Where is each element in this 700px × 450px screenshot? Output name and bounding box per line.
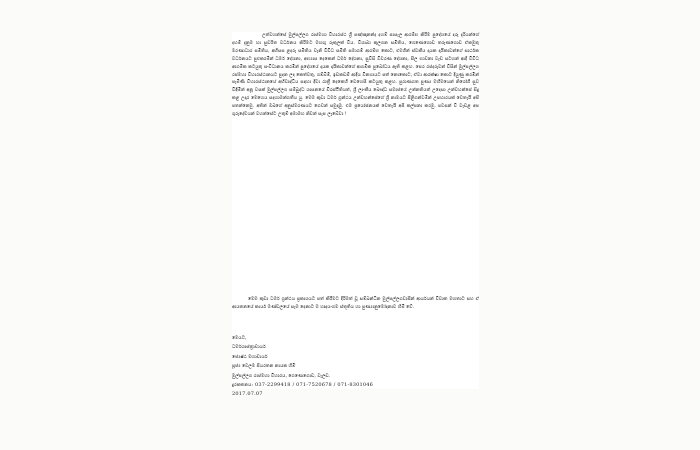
- phone-line: [232, 381, 479, 390]
- phone-label: දුරකතනය: [232, 383, 252, 389]
- acknowledgement-paragraph: මෙම කුඩා ධර්ම ග්‍රන්ථය ප්‍රකාශයට පත් කිරීමට දිරිමත් වූ සම්බන්ධීන මුල්පල්ලගවාසීන් ආර්යයන් විවෘත මහතාට සහ ඒ ආයතනයේ කාර්ය මණ්ඩලයේ සැම දෙනාට ම හෘදයංගම ස්තූතිය හා පුණ්‍යානුමෝදනාව හිමි වේ.: [232, 297, 479, 310]
- signature-block: [232, 334, 479, 400]
- closing-line: මෙයට,: [232, 336, 247, 341]
- document-page: [232, 32, 479, 398]
- temple-address: මුල්පල්ලග රාජමහා විහාරය, ගෙණෙගොඩ, වැලඩ.: [232, 373, 331, 379]
- body-paragraph: උත්වහන්සේ මුල්පල්ලග රාජමහා විහාරස්ථ ශ්‍රී පඤ්ඤානන්ද දහම් පාසැල ආරම්භ කිරීම පුදේශයේ දරු දැරියන්ගේ දහම් දැනුම හා සුචරිත වර්ධනය කිරීමට මහඟු රුකුලක් විය. විශාඛා කුලගන සමිතිය, ගෙණෙගොඩ තරුණගොඩ ඒකමුතු මරණාධාර සමිතිය, අභිසස ළදරු සමිතිය වැනි විවිධ සමිති සමාගම් ආරම්භ කොට, එමගින් ස්වකීය දායක දායිකාවන්ගේ සාර්ථක වර්ධනයට පුළුකරමින් ධර්ම දේශනා, අභ්‍යාස දෙකෙන් ධර්ම දේශනා, සුවිසි විවරණ දේශනා, සීල භාවනා වැඩ සටහන් ආදී විවිධ ආගමික කටයුතු සංවිධානය කරමින් පුදේශයේ දායක දායිකාවන්ගේ ආගමික පුබෝධය ඇති කළහ. පෙර රජදරුවන් විසින් මුල්පල්ලග රජමහා විහාරස්ථානයට පුදන ලද කෙත්වතු, ගම්බිම්, ඉඩකඩම් ආදිය විනාශයට පත් නොකොට, ඒවා ආරක්ෂා කොට දියුණු කරමින් පැමිණි විහාරස්ථානයේ අභිවෘද්ධිය සඳහා දිවා රාත්‍රී දෙකෙහි වෙහෙසී කටයුතු කළහ. පුරාණගත පුණ්‍ය මහිමයෙන් නිරෝගී සුව විඳිමින් අනූ වසක් මුල්පල්ලග සම්බුද්ධ ශාසනයේ චිරස්ථිතියත්, ශ්‍රී ලාංකීය බෞද්ධ සමාජයේ උන්නතියත් උදෙසා උන්වහන්සේ සිදු කළ උදාර මෙහෙය සදහාමන්ගතීය යු. මෙම කුඩා ධර්ම ග්‍රන්ථය උන්වහන්සේගේ ශ්‍රී නාමයට පිළිගන්වමින් උපහාරයක් වෙතැයි අපි පතන්නෙමු. අතින් ඔබගේ අනුස්මරණයට ගෙවන් සමුදාමු. එම ප්‍රයෝජනයක් වෙතැයි අපි කල්පනා කරමු. පවසන් වී වැඩළ අප ගුරුදේවයන් වහන්සේට උතුම් අමාමහ නිවන් සැප ලැබේවා !: [232, 33, 479, 118]
- rank-line: ජ්‍යෙෂ්ඨ මහාචාර්ය: [232, 354, 268, 360]
- document-date: 2017.07.07: [232, 391, 263, 398]
- author-name: පූජ්‍ය වෙලම පියරතන නායක හිමි: [232, 364, 296, 370]
- title-line: ධර්මශාස්ත්‍රාචාර්ය: [232, 345, 266, 351]
- phone-numbers: : 037-2299418 / 071-7520678 / 071-8301046: [251, 382, 374, 389]
